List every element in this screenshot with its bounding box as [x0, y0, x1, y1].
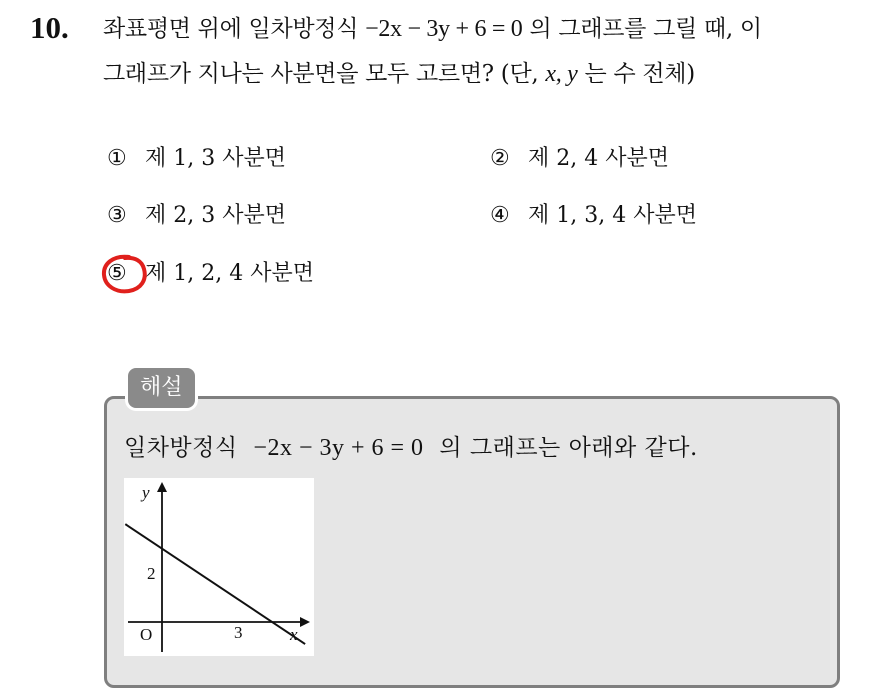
- explanation-suffix: 의 그래프는 아래와 같다.: [439, 435, 698, 461]
- question-equation: −2x − 3y + 6 = 0: [365, 16, 523, 42]
- choice-2[interactable]: [490, 143, 669, 175]
- choice-marker: ③: [107, 203, 127, 228]
- question-line2-suffix: 는 수 전체): [584, 61, 695, 87]
- choice-text: 제 1, 2, 4 사분면: [145, 261, 314, 286]
- choice-marker: ②: [490, 146, 510, 171]
- choice-5[interactable]: [107, 258, 314, 290]
- question-prefix: 좌표평면 위에 일차방정식: [103, 16, 359, 42]
- choice-4[interactable]: [490, 200, 697, 232]
- line-graph: [124, 478, 314, 656]
- x-axis-label: x: [290, 625, 298, 644]
- question-variables: x, y: [545, 61, 578, 87]
- explanation-text: [124, 432, 698, 464]
- graph-svg: [124, 478, 314, 656]
- y-intercept-label: 2: [147, 564, 156, 583]
- y-axis-label: y: [142, 483, 150, 502]
- question-number: 10.: [30, 10, 69, 45]
- choice-marker: ①: [107, 146, 127, 171]
- explanation-equation: −2x − 3y + 6 = 0: [253, 435, 424, 461]
- choice-1[interactable]: [107, 143, 286, 175]
- x-intercept-label: 3: [234, 623, 243, 642]
- question-suffix: 의 그래프를 그릴 때, 이: [529, 16, 762, 42]
- question-line2-text: 그래프가 지나는 사분면을 모두 고르면? (단,: [103, 61, 539, 87]
- explanation-tag: 해설: [128, 368, 195, 408]
- explanation-prefix: 일차방정식: [124, 435, 238, 461]
- choice-marker: ④: [490, 203, 510, 228]
- choice-text: 제 1, 3 사분면: [145, 146, 286, 171]
- choice-text: 제 2, 3 사분면: [145, 203, 286, 228]
- question-line-2: [103, 57, 695, 91]
- choice-text: 제 1, 3, 4 사분면: [528, 203, 697, 228]
- choice-3[interactable]: [107, 200, 286, 232]
- question-line-1: [103, 12, 762, 46]
- origin-label: O: [140, 625, 153, 644]
- choice-marker: ⑤: [107, 261, 127, 286]
- choice-text: 제 2, 4 사분면: [528, 146, 669, 171]
